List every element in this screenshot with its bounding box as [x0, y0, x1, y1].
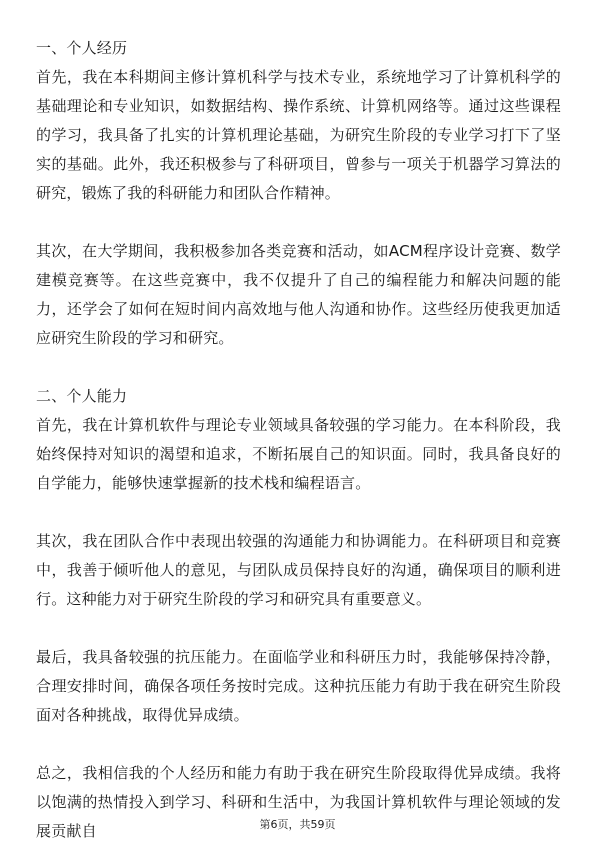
section-heading-experience: 一、个人经历: [36, 39, 128, 57]
section-heading-abilities: 二、个人能力: [36, 387, 128, 405]
paragraph-abilities-1: 首先，我在计算机软件与理论专业领域具备较强的学习能力。在本科阶段，我始终保持对知识的渴望和追求，不断拓展自己的知识面。同时，我具备良好的自学能力，能够快速掌握新的技术栈和编程语言。: [36, 416, 561, 492]
page-number-footer: 第6页，共59页: [259, 818, 336, 831]
paragraph-abilities-3: 最后，我具备较强的抗压能力。在面临学业和科研压力时，我能够保持冷静，合理安排时间，确保各项任务按时完成。这种抗压能力有助于我在研究生阶段面对各种挑战，取得优异成绩。: [36, 648, 561, 724]
paragraph-experience-2: 其次，在大学期间，我积极参加各类竞赛和活动，如ACM程序设计竞赛、数学建模竞赛等。在这些竞赛中，我不仅提升了自己的编程能力和解决问题的能力，还学会了如何在短时间内高效地与他人沟通和协作。这些经历使我更加适应研究生阶段的学习和研究。: [36, 242, 561, 347]
paragraph-spacer: [36, 498, 561, 527]
paragraph-spacer: [36, 614, 561, 643]
paragraph-spacer: [36, 353, 561, 382]
document-body: [36, 34, 561, 846]
paragraph-spacer: [36, 208, 561, 237]
paragraph-abilities-2: 其次，我在团队合作中表现出较强的沟通能力和协调能力。在科研项目和竞赛中，我善于倾听他人的意见，与团队成员保持良好的沟通，确保项目的顺利进行。这种能力对于研究生阶段的学习和研究具有重要意义。: [36, 532, 561, 608]
paragraph-conclusion: 总之，我相信我的个人经历和能力有助于我在研究生阶段取得优异成绩。我将以饱满的热情投入到学习、科研和生活中，为我国计算机软件与理论领域的发展贡献自: [36, 764, 561, 840]
paragraph-experience-1: 首先，我在本科期间主修计算机科学与技术专业，系统地学习了计算机科学的基础理论和专业知识，如数据结构、操作系统、计算机网络等。通过这些课程的学习，我具备了扎实的计算机理论基础，为研究生阶段的专业学习打下了坚实的基础。此外，我还积极参与了科研项目，曾参与一项关于机器学习算法的研究，锻炼了我的科研能力和团队合作精神。: [36, 68, 561, 202]
paragraph-spacer: [36, 730, 561, 759]
